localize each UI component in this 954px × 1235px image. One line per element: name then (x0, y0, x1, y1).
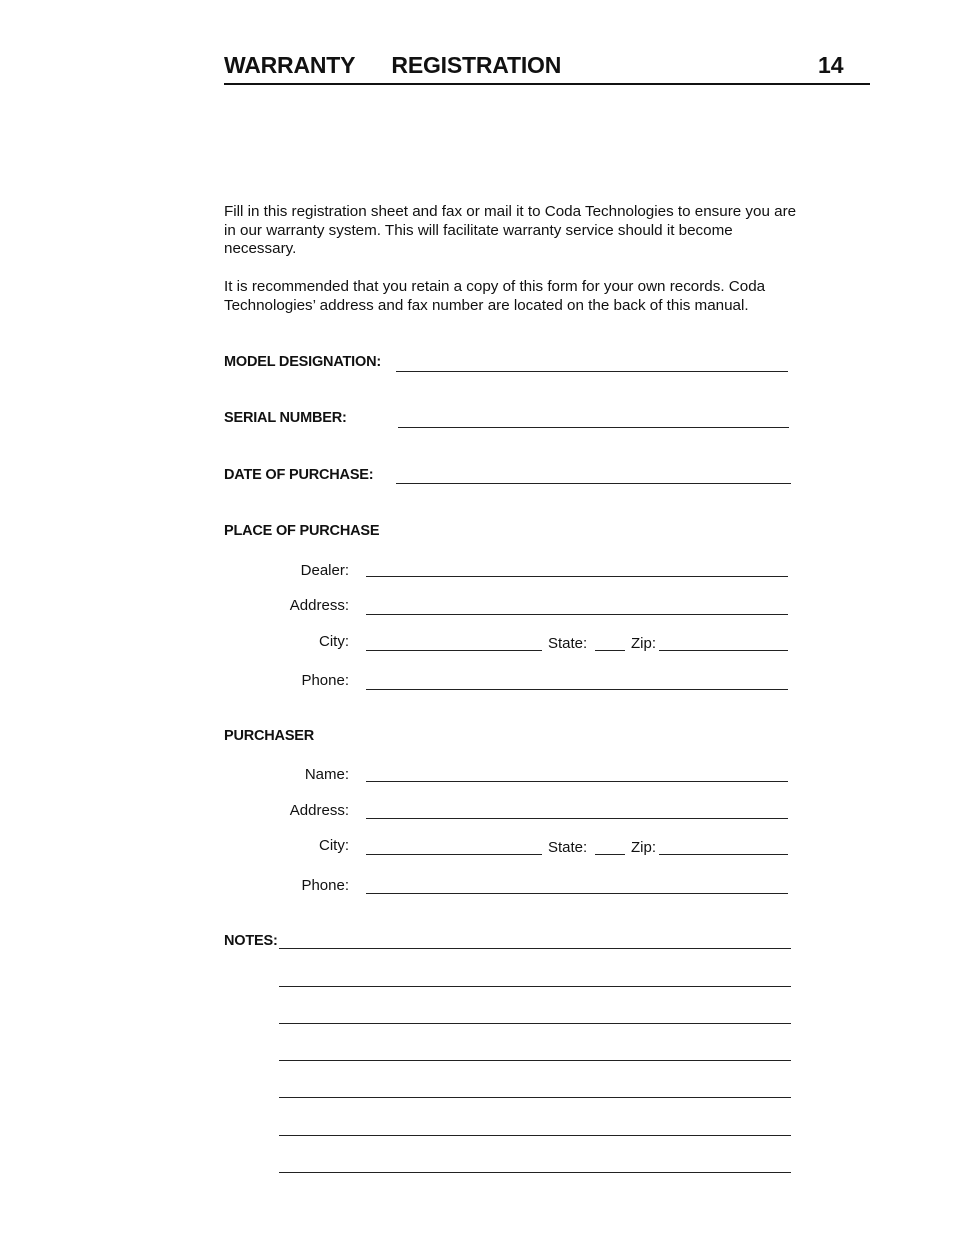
purchaser-phone-field[interactable] (366, 893, 788, 894)
notes-line[interactable] (279, 1135, 791, 1136)
purchaser-name-field[interactable] (366, 781, 788, 782)
notes-label: NOTES: (224, 933, 278, 949)
page-number: 14 (818, 52, 844, 78)
purchaser-zip-field[interactable] (659, 854, 788, 855)
intro-paragraph-2: It is recommended that you retain a copy of this form for your own records. Coda Technologies’ address and fax number are located on the back of this manual. (224, 278, 766, 314)
intro-paragraph-1: Fill in this registration sheet and fax or mail it to Coda Technologies to ensure you are in our warranty system. This will facilitate warranty service should it become necessary. (224, 203, 797, 258)
purchaser-state-field[interactable] (595, 854, 625, 855)
page-title: WARRANTY REGISTRATION (224, 52, 562, 78)
model-designation-field[interactable] (396, 371, 788, 372)
notes-line[interactable] (279, 986, 791, 987)
header-rule (224, 83, 870, 85)
dealer-label: Dealer: (300, 562, 349, 579)
purchaser-heading: PURCHASER (224, 728, 315, 744)
model-designation-label: MODEL DESIGNATION: (224, 354, 381, 370)
date-of-purchase-field[interactable] (396, 483, 791, 484)
dealer-state-label: State: (548, 635, 588, 652)
dealer-state-field[interactable] (595, 650, 625, 651)
purchaser-city-field[interactable] (366, 854, 542, 855)
notes-line[interactable] (279, 1023, 791, 1024)
dealer-field[interactable] (366, 576, 788, 577)
serial-number-field[interactable] (398, 427, 789, 428)
dealer-city-field[interactable] (366, 650, 542, 651)
purchaser-city-label: City: (319, 837, 349, 854)
dealer-phone-field[interactable] (366, 689, 788, 690)
purchaser-state-label: State: (548, 839, 588, 856)
purchaser-address-label: Address: (289, 802, 349, 819)
notes-line[interactable] (279, 948, 791, 949)
dealer-address-label: Address: (289, 597, 349, 614)
dealer-phone-label: Phone: (301, 672, 349, 689)
purchaser-name-label: Name: (304, 766, 349, 783)
dealer-zip-field[interactable] (659, 650, 788, 651)
purchaser-phone-label: Phone: (301, 877, 349, 894)
place-of-purchase-heading: PLACE OF PURCHASE (224, 523, 380, 539)
notes-line[interactable] (279, 1097, 791, 1098)
date-of-purchase-label: DATE OF PURCHASE: (224, 467, 374, 483)
purchaser-address-field[interactable] (366, 818, 788, 819)
notes-line[interactable] (279, 1172, 791, 1173)
dealer-city-label: City: (319, 633, 349, 650)
purchaser-zip-label: Zip: (631, 839, 657, 856)
dealer-zip-label: Zip: (631, 635, 657, 652)
serial-number-label: SERIAL NUMBER: (224, 410, 347, 426)
notes-line[interactable] (279, 1060, 791, 1061)
dealer-address-field[interactable] (366, 614, 788, 615)
